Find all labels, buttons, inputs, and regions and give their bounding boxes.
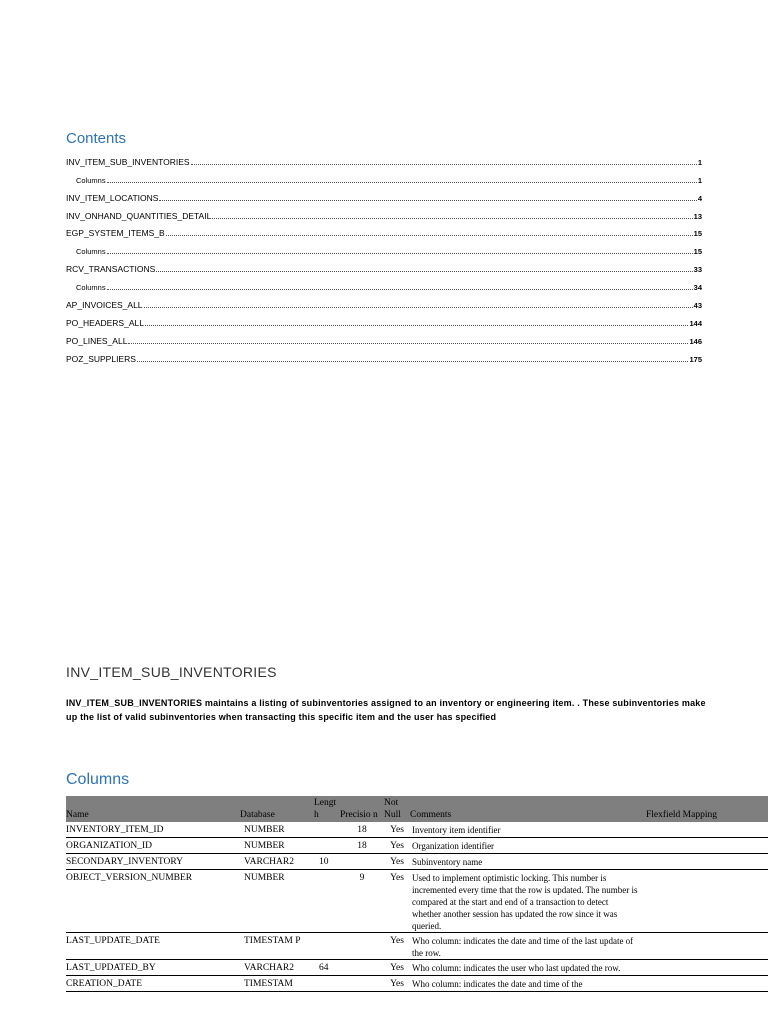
cell-name: ORGANIZATION_ID (66, 838, 240, 854)
toc-entry-title: POZ_SUPPLIERS (66, 353, 136, 364)
toc-entry[interactable] (66, 347, 702, 365)
cell-length (314, 822, 340, 838)
toc-entry[interactable] (66, 257, 702, 275)
toc-leader-dots (166, 235, 693, 236)
section-description: INV_ITEM_SUB_INVENTORIES maintains a listing of subinventories assigned to an inventory or engineering item. . These subinventories make up the list of valid subinventories when transacting this specific item and the user has specified (66, 698, 706, 722)
cell-datatype: NUMBER (240, 822, 314, 838)
toc-leader-dots (144, 307, 693, 308)
cell-datatype: VARCHAR2 (240, 960, 314, 976)
toc-leader-dots (145, 325, 689, 326)
cell-precision: 18 (340, 822, 384, 838)
section-title: INV_ITEM_SUB_INVENTORIES (66, 664, 277, 680)
toc-entry-title: Columns (76, 247, 106, 257)
toc-entry[interactable] (66, 311, 702, 329)
cell-comments: Inventory item identifier (410, 822, 646, 838)
cell-datatype: NUMBER (240, 870, 314, 933)
cell-length: 64 (314, 960, 340, 976)
toc-entry-page: 13 (693, 211, 702, 221)
toc-entry-page: 15 (693, 247, 702, 257)
cell-comments: Who column: indicates the user who last updated the row. (410, 960, 646, 976)
toc-entry-title: Columns (76, 175, 106, 185)
toc-leader-dots (212, 218, 692, 219)
cell-name: SECONDARY_INVENTORY (66, 854, 240, 870)
cell-name: OBJECT_VERSION_NUMBER (66, 870, 240, 933)
toc-entry-page: 33 (693, 265, 702, 275)
toc-heading: Contents (66, 130, 127, 147)
header-comments: Comments (410, 796, 646, 822)
toc-entry-page: 1 (697, 157, 702, 167)
columns-heading: Columns (66, 771, 130, 788)
toc-leader-dots (191, 164, 697, 165)
toc-entry[interactable] (66, 150, 702, 168)
cell-precision (340, 960, 384, 976)
cell-precision (340, 976, 384, 992)
cell-comments: Organization identifier (410, 838, 646, 854)
header-datatype: Database (240, 796, 314, 822)
toc-entry-page: 34 (693, 283, 702, 293)
cell-comments: Who column: indicates the date and time of the (410, 976, 646, 992)
cell-length (314, 933, 340, 960)
cell-not-null: Yes (384, 822, 410, 838)
cell-precision (340, 854, 384, 870)
header-flexfield: Flexfield Mapping (646, 796, 768, 822)
toc-entry-page: 146 (689, 336, 702, 346)
cell-flexfield (646, 822, 768, 838)
table-row (66, 960, 768, 976)
cell-comments: Subinventory name (410, 854, 646, 870)
toc-entry[interactable] (66, 168, 702, 186)
toc-entry-title: PO_HEADERS_ALL (66, 317, 144, 328)
cell-not-null: Yes (384, 854, 410, 870)
cell-flexfield (646, 976, 768, 992)
cell-datatype: TIMESTAM P (240, 933, 314, 960)
cell-name: CREATION_DATE (66, 976, 240, 992)
table-row (66, 822, 768, 838)
toc-leader-dots (156, 271, 692, 272)
table-of-contents (66, 150, 702, 365)
cell-length (314, 838, 340, 854)
cell-datatype: TIMESTAM (240, 976, 314, 992)
toc-entry[interactable] (66, 186, 702, 204)
cell-comments: Who column: indicates the date and time of the last update of the row. (410, 933, 646, 960)
cell-not-null: Yes (384, 933, 410, 960)
header-precision: Precisio n (340, 796, 384, 822)
cell-datatype: NUMBER (240, 838, 314, 854)
table-header-row (66, 796, 768, 822)
cell-flexfield (646, 870, 768, 933)
cell-flexfield (646, 838, 768, 854)
cell-datatype: VARCHAR2 (240, 854, 314, 870)
toc-entry-title: PO_LINES_ALL (66, 335, 128, 346)
toc-entry-title: INV_ITEM_LOCATIONS (66, 192, 159, 203)
cell-not-null: Yes (384, 838, 410, 854)
cell-flexfield (646, 854, 768, 870)
toc-entry-page: 4 (697, 193, 702, 203)
cell-comments: Used to implement optimistic locking. This number is incremented every time that the row is updated. The number is compared at the start and end of a transaction to detect whether another session has updated the row since it was queried. (410, 870, 646, 933)
toc-entry-page: 1 (697, 175, 702, 185)
toc-entry[interactable] (66, 329, 702, 347)
cell-not-null: Yes (384, 960, 410, 976)
toc-leader-dots (137, 361, 689, 362)
table-row (66, 838, 768, 854)
cell-length (314, 976, 340, 992)
header-not-null: Not Null (384, 796, 410, 822)
toc-entry-title: INV_ITEM_SUB_INVENTORIES (66, 156, 190, 167)
toc-entry-title: RCV_TRANSACTIONS (66, 264, 156, 275)
table-row (66, 854, 768, 870)
toc-entry-title: AP_INVOICES_ALL (66, 300, 143, 311)
toc-entry-title: EGP_SYSTEM_ITEMS_B (66, 228, 165, 239)
cell-not-null: Yes (384, 870, 410, 933)
toc-leader-dots (107, 253, 693, 254)
toc-leader-dots (159, 200, 696, 201)
toc-leader-dots (128, 343, 688, 344)
toc-entry-page: 15 (693, 229, 702, 239)
table-row (66, 976, 768, 992)
table-row (66, 933, 768, 960)
cell-not-null: Yes (384, 976, 410, 992)
toc-entry-page: 144 (689, 318, 702, 328)
cell-name: LAST_UPDATED_BY (66, 960, 240, 976)
toc-entry-page: 175 (689, 354, 702, 364)
cell-precision: 18 (340, 838, 384, 854)
table-row (66, 870, 768, 933)
toc-entry-title: Columns (76, 283, 106, 293)
cell-name: INVENTORY_ITEM_ID (66, 822, 240, 838)
cell-length (314, 870, 340, 933)
toc-entry-title: INV_ONHAND_QUANTITIES_DETAIL (66, 210, 212, 221)
cell-flexfield (646, 933, 768, 960)
columns-table (66, 796, 768, 992)
cell-length: 10 (314, 854, 340, 870)
header-name: Name (66, 796, 240, 822)
toc-leader-dots (107, 182, 697, 183)
cell-precision (340, 933, 384, 960)
toc-entry[interactable] (66, 222, 702, 240)
cell-precision: 9 (340, 870, 384, 933)
header-length: Lengt h (314, 796, 340, 822)
cell-flexfield (646, 960, 768, 976)
cell-name: LAST_UPDATE_DATE (66, 933, 240, 960)
toc-entry[interactable] (66, 293, 702, 311)
toc-entry[interactable] (66, 239, 702, 257)
toc-entry-page: 43 (693, 301, 702, 311)
toc-entry[interactable] (66, 204, 702, 222)
toc-entry[interactable] (66, 275, 702, 293)
toc-leader-dots (107, 289, 693, 290)
